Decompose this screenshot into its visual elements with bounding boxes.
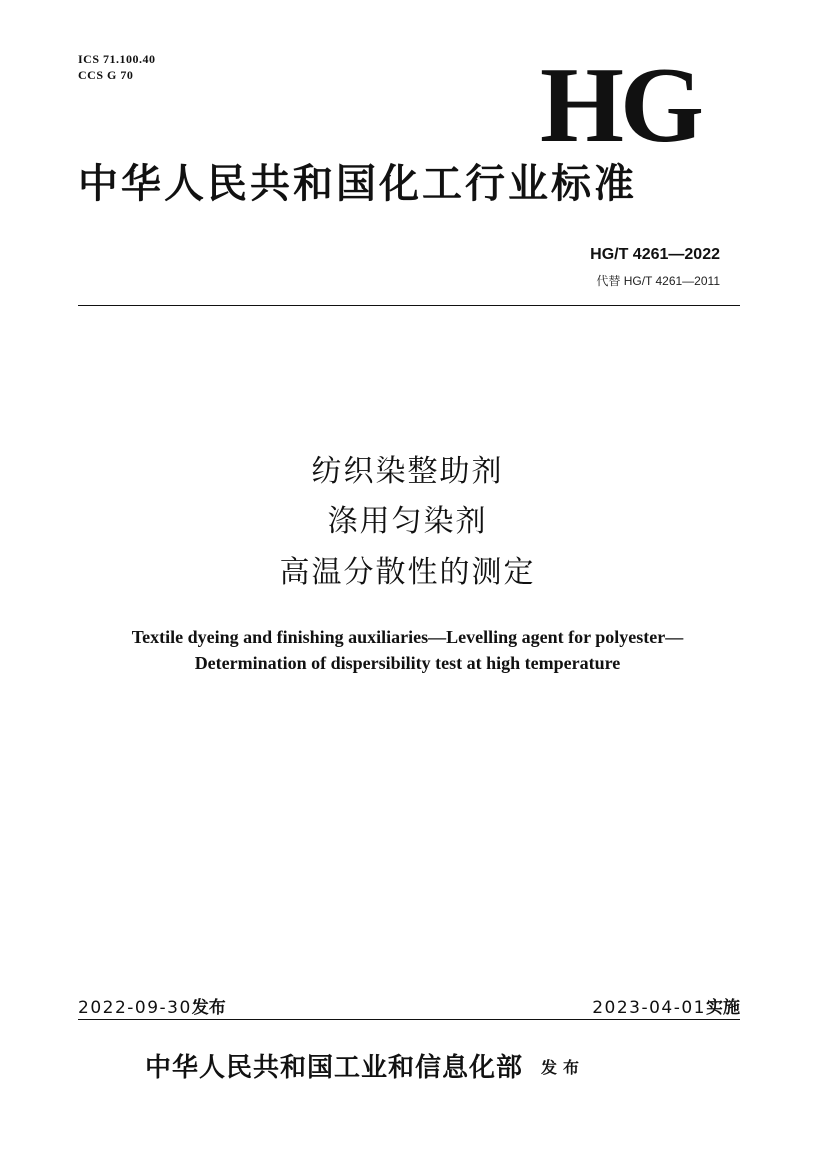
standard-number: HG/T 4261—2022 — [590, 246, 720, 263]
title-cn-line-2: 涤用匀染剂 — [327, 504, 488, 539]
issue-date-label: 发布 — [191, 998, 226, 1018]
implementation-date-value: 2023-04-01 — [592, 998, 706, 1018]
ccs-code: CCS G 70 — [78, 68, 134, 82]
top-divider — [78, 305, 740, 306]
standard-replaces: 代替 HG/T 4261—2011 — [596, 274, 720, 288]
organization-title: 中华人民共和国化工行业标准 — [78, 161, 637, 207]
title-en-line-1: Textile dyeing and finishing auxiliaries—Levelling agent for polyester— — [131, 627, 684, 647]
issue-date — [78, 993, 226, 1018]
bottom-divider — [78, 1019, 740, 1020]
publisher — [145, 1054, 585, 1083]
title-cn-line-3: 高温分散性的测定 — [279, 555, 536, 590]
publisher-name: 中华人民共和国工业和信息化部 — [145, 1053, 524, 1083]
implementation-date — [592, 993, 740, 1018]
ics-code: ICS 71.100.40 — [78, 52, 156, 66]
title-en-line-2: Determination of dispersibility test at high temperature — [194, 653, 621, 673]
hg-logo: HG — [540, 46, 701, 165]
title-cn-line-1: 纺织染整助剂 — [311, 454, 504, 489]
publisher-label: 发布 — [541, 1058, 586, 1077]
implementation-date-label: 实施 — [706, 998, 740, 1018]
issue-date-value: 2022-09-30 — [78, 998, 192, 1018]
